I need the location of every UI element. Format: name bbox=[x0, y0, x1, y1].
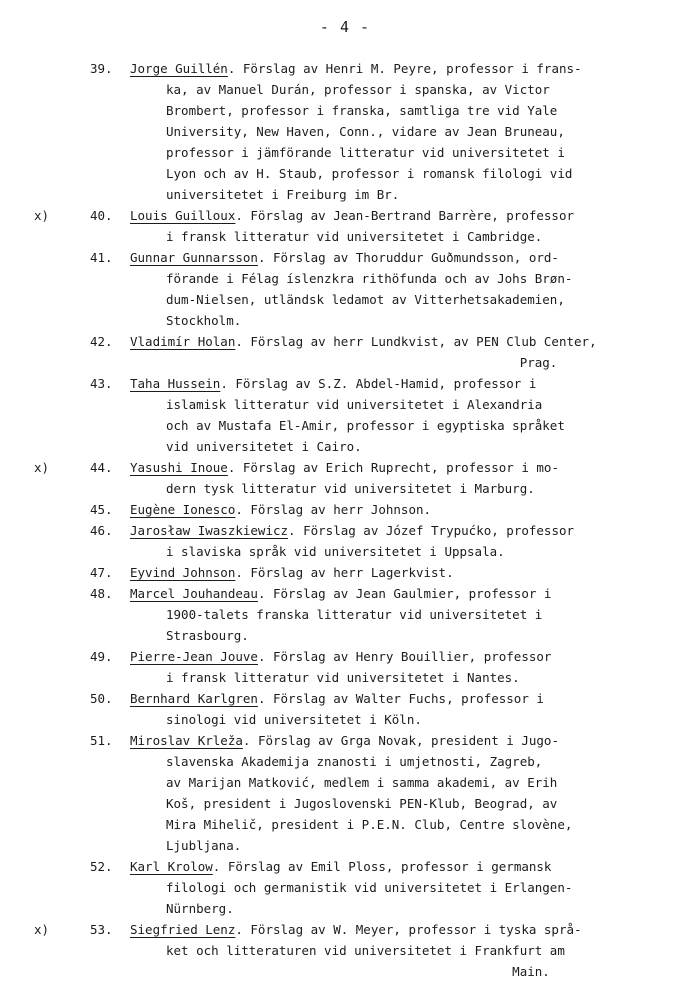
author-name: Gunnar Gunnarsson bbox=[130, 250, 258, 265]
entry-first-line bbox=[130, 646, 690, 667]
entry-continuation-line: Mira Mihelič, president i P.E.N. Club, Centre slovène, bbox=[166, 817, 573, 832]
author-name: Taha Hussein bbox=[130, 376, 221, 391]
entry-first-line bbox=[130, 919, 690, 940]
entry-number: 44. bbox=[90, 460, 113, 475]
author-name: Pierre-Jean Jouve bbox=[130, 649, 258, 664]
entry-body bbox=[130, 58, 690, 205]
entry-text: . Förslag av Emil Ploss, professor i germansk bbox=[212, 859, 552, 874]
entry-body bbox=[130, 562, 690, 583]
entry-continuation-line: i fransk litteratur vid universitetet i Cambridge. bbox=[166, 229, 543, 244]
entry-continuation-line: Brombert, professor i franska, samtliga tre vid Yale bbox=[166, 103, 558, 118]
author-name: Eyvind Johnson bbox=[130, 565, 236, 580]
entry-text: . Förslag av Jean Gaulmier, professor i bbox=[257, 586, 552, 601]
entry-text: . Förslag av Jean-Bertrand Barrère, professor bbox=[235, 208, 575, 223]
entry-continuation-line: ka, av Manuel Durán, professor i spanska, av Victor bbox=[166, 82, 550, 97]
author-name: Bernhard Karlgren bbox=[130, 691, 258, 706]
nomination-entry bbox=[0, 646, 690, 688]
author-name: Eugène Ionesco bbox=[130, 502, 236, 517]
author-name: Marcel Jouhandeau bbox=[130, 586, 258, 601]
entry-first-line bbox=[130, 499, 690, 520]
entry-first-line bbox=[130, 730, 690, 751]
entry-number: 50. bbox=[90, 691, 113, 706]
author-name: Siegfried Lenz bbox=[130, 922, 236, 937]
entry-number: 46. bbox=[90, 523, 113, 538]
entry-continuation-line: universitetet i Freiburg im Br. bbox=[166, 187, 400, 202]
entry-continuation-line: Stockholm. bbox=[166, 313, 242, 328]
entry-continuation-line: av Marijan Matković, medlem i samma akademi, av Erih bbox=[166, 775, 558, 790]
author-name: Louis Guilloux bbox=[130, 208, 236, 223]
entry-first-line bbox=[130, 562, 690, 583]
entry-first-line bbox=[130, 583, 690, 604]
entry-first-line bbox=[130, 205, 690, 226]
entry-body bbox=[130, 373, 690, 457]
entry-continuation-line: slavenska Akademija znanosti i umjetnosti, Zagreb, bbox=[166, 754, 543, 769]
entry-mark: x) bbox=[34, 922, 50, 937]
entry-continuation-line: islamisk litteratur vid universitetet i Alexandria bbox=[166, 397, 543, 412]
entry-body bbox=[130, 205, 690, 247]
nomination-entry bbox=[0, 583, 690, 646]
entry-number: 45. bbox=[90, 502, 113, 517]
entry-number: 39. bbox=[90, 61, 113, 76]
entry-continuation-line: Main. bbox=[166, 964, 550, 979]
entry-text: . Förslag av Józef Trypućko, professor bbox=[288, 523, 575, 538]
entry-body bbox=[130, 688, 690, 730]
entry-continuation-line: professor i jämförande litteratur vid universitetet i bbox=[166, 145, 565, 160]
entry-text: . Förslag av Grga Novak, president i Jugo- bbox=[242, 733, 559, 748]
entry-mark: x) bbox=[34, 460, 50, 475]
entry-number: 42. bbox=[90, 334, 113, 349]
entry-first-line bbox=[130, 331, 690, 352]
entry-first-line bbox=[130, 247, 690, 268]
entry-continuation-line: Koš, president i Jugoslovenski PEN-Klub, Beograd, av bbox=[166, 796, 558, 811]
entry-body bbox=[130, 583, 690, 646]
entry-body bbox=[130, 730, 690, 856]
entry-first-line bbox=[130, 856, 690, 877]
entry-continuation-line: förande i Félag íslenzkra rithöfunda och av Johs Brøn- bbox=[166, 271, 573, 286]
entry-first-line bbox=[130, 457, 690, 478]
entry-continuation-line: ket och litteraturen vid universitetet i Frankfurt am bbox=[166, 943, 565, 958]
entry-text: . Förslag av herr Lagerkvist. bbox=[235, 565, 454, 580]
nomination-entry bbox=[0, 247, 690, 331]
entry-continuation-line: dern tysk litteratur vid universitetet i Marburg. bbox=[166, 481, 535, 496]
entry-body bbox=[130, 646, 690, 688]
page-number: - 4 - bbox=[319, 18, 371, 36]
entry-text: . Förslag av Henry Bouillier, professor bbox=[257, 649, 552, 664]
entry-text: . Förslag av Erich Ruprecht, professor i mo- bbox=[227, 460, 559, 475]
nomination-entry bbox=[0, 520, 690, 562]
entry-continuation-line: dum-Nielsen, utländsk ledamot av Vitterhetsakademien, bbox=[166, 292, 565, 307]
entry-number: 47. bbox=[90, 565, 113, 580]
entry-number: 40. bbox=[90, 208, 113, 223]
entry-continuation-line: Prag. bbox=[166, 355, 558, 370]
entry-text: . Förslag av Henri M. Peyre, professor i frans- bbox=[227, 61, 582, 76]
entry-number: 48. bbox=[90, 586, 113, 601]
entry-mark: x) bbox=[34, 208, 50, 223]
nomination-entry bbox=[0, 856, 690, 919]
entry-first-line bbox=[130, 520, 690, 541]
nomination-entry bbox=[0, 373, 690, 457]
entry-text: . Förslag av S.Z. Abdel-Hamid, professor i bbox=[220, 376, 537, 391]
entry-text: . Förslag av W. Meyer, professor i tyska språ- bbox=[235, 922, 582, 937]
author-name: Miroslav Krleža bbox=[130, 733, 243, 748]
nomination-entry bbox=[0, 331, 690, 373]
author-name: Karl Krolow bbox=[130, 859, 213, 874]
entry-body bbox=[130, 499, 690, 520]
entry-number: 53. bbox=[90, 922, 113, 937]
entry-continuation-line: i fransk litteratur vid universitetet i Nantes. bbox=[166, 670, 520, 685]
nomination-entry bbox=[0, 919, 690, 982]
entry-body bbox=[130, 331, 690, 373]
entry-first-line bbox=[130, 373, 690, 394]
entry-body bbox=[130, 919, 690, 982]
nomination-entry bbox=[0, 499, 690, 520]
entry-continuation-line: 1900-talets franska litteratur vid universitetet i bbox=[166, 607, 543, 622]
nomination-list bbox=[0, 58, 690, 982]
author-name: Jorge Guillén bbox=[130, 61, 228, 76]
author-name: Yasushi Inoue bbox=[130, 460, 228, 475]
entry-body bbox=[130, 247, 690, 331]
entry-body bbox=[130, 520, 690, 562]
entry-number: 52. bbox=[90, 859, 113, 874]
entry-continuation-line: Nürnberg. bbox=[166, 901, 234, 916]
entry-first-line bbox=[130, 58, 690, 79]
author-name: Jarosław Iwaszkiewicz bbox=[130, 523, 289, 538]
entry-continuation-line: filologi och germanistik vid universitetet i Erlangen- bbox=[166, 880, 573, 895]
entry-number: 51. bbox=[90, 733, 113, 748]
nomination-entry bbox=[0, 457, 690, 499]
entry-body bbox=[130, 856, 690, 919]
entry-continuation-line: Lyon och av H. Staub, professor i romansk filologi vid bbox=[166, 166, 573, 181]
nomination-entry bbox=[0, 562, 690, 583]
entry-first-line bbox=[130, 688, 690, 709]
nomination-entry bbox=[0, 688, 690, 730]
entry-text: . Förslag av herr Johnson. bbox=[235, 502, 432, 517]
nomination-entry bbox=[0, 205, 690, 247]
entry-continuation-line: University, New Haven, Conn., vidare av Jean Bruneau, bbox=[166, 124, 565, 139]
entry-text: . Förslag av herr Lundkvist, av PEN Club Center, bbox=[235, 334, 597, 349]
entry-continuation-line: sinologi vid universitetet i Köln. bbox=[166, 712, 422, 727]
entry-text: . Förslag av Thoruddur Guðmundsson, ord- bbox=[257, 250, 559, 265]
entry-continuation-line: Ljubljana. bbox=[166, 838, 242, 853]
entry-continuation-line: i slaviska språk vid universitetet i Uppsala. bbox=[166, 544, 505, 559]
nomination-entry bbox=[0, 730, 690, 856]
entry-text: . Förslag av Walter Fuchs, professor i bbox=[257, 691, 544, 706]
entry-number: 49. bbox=[90, 649, 113, 664]
nomination-entry bbox=[0, 58, 690, 205]
entry-number: 43. bbox=[90, 376, 113, 391]
author-name: Vladimír Holan bbox=[130, 334, 236, 349]
entry-continuation-line: och av Mustafa El-Amir, professor i egyptiska språket bbox=[166, 418, 565, 433]
entry-number: 41. bbox=[90, 250, 113, 265]
entry-body bbox=[130, 457, 690, 499]
entry-continuation-line: vid universitetet i Cairo. bbox=[166, 439, 362, 454]
entry-continuation-line: Strasbourg. bbox=[166, 628, 249, 643]
